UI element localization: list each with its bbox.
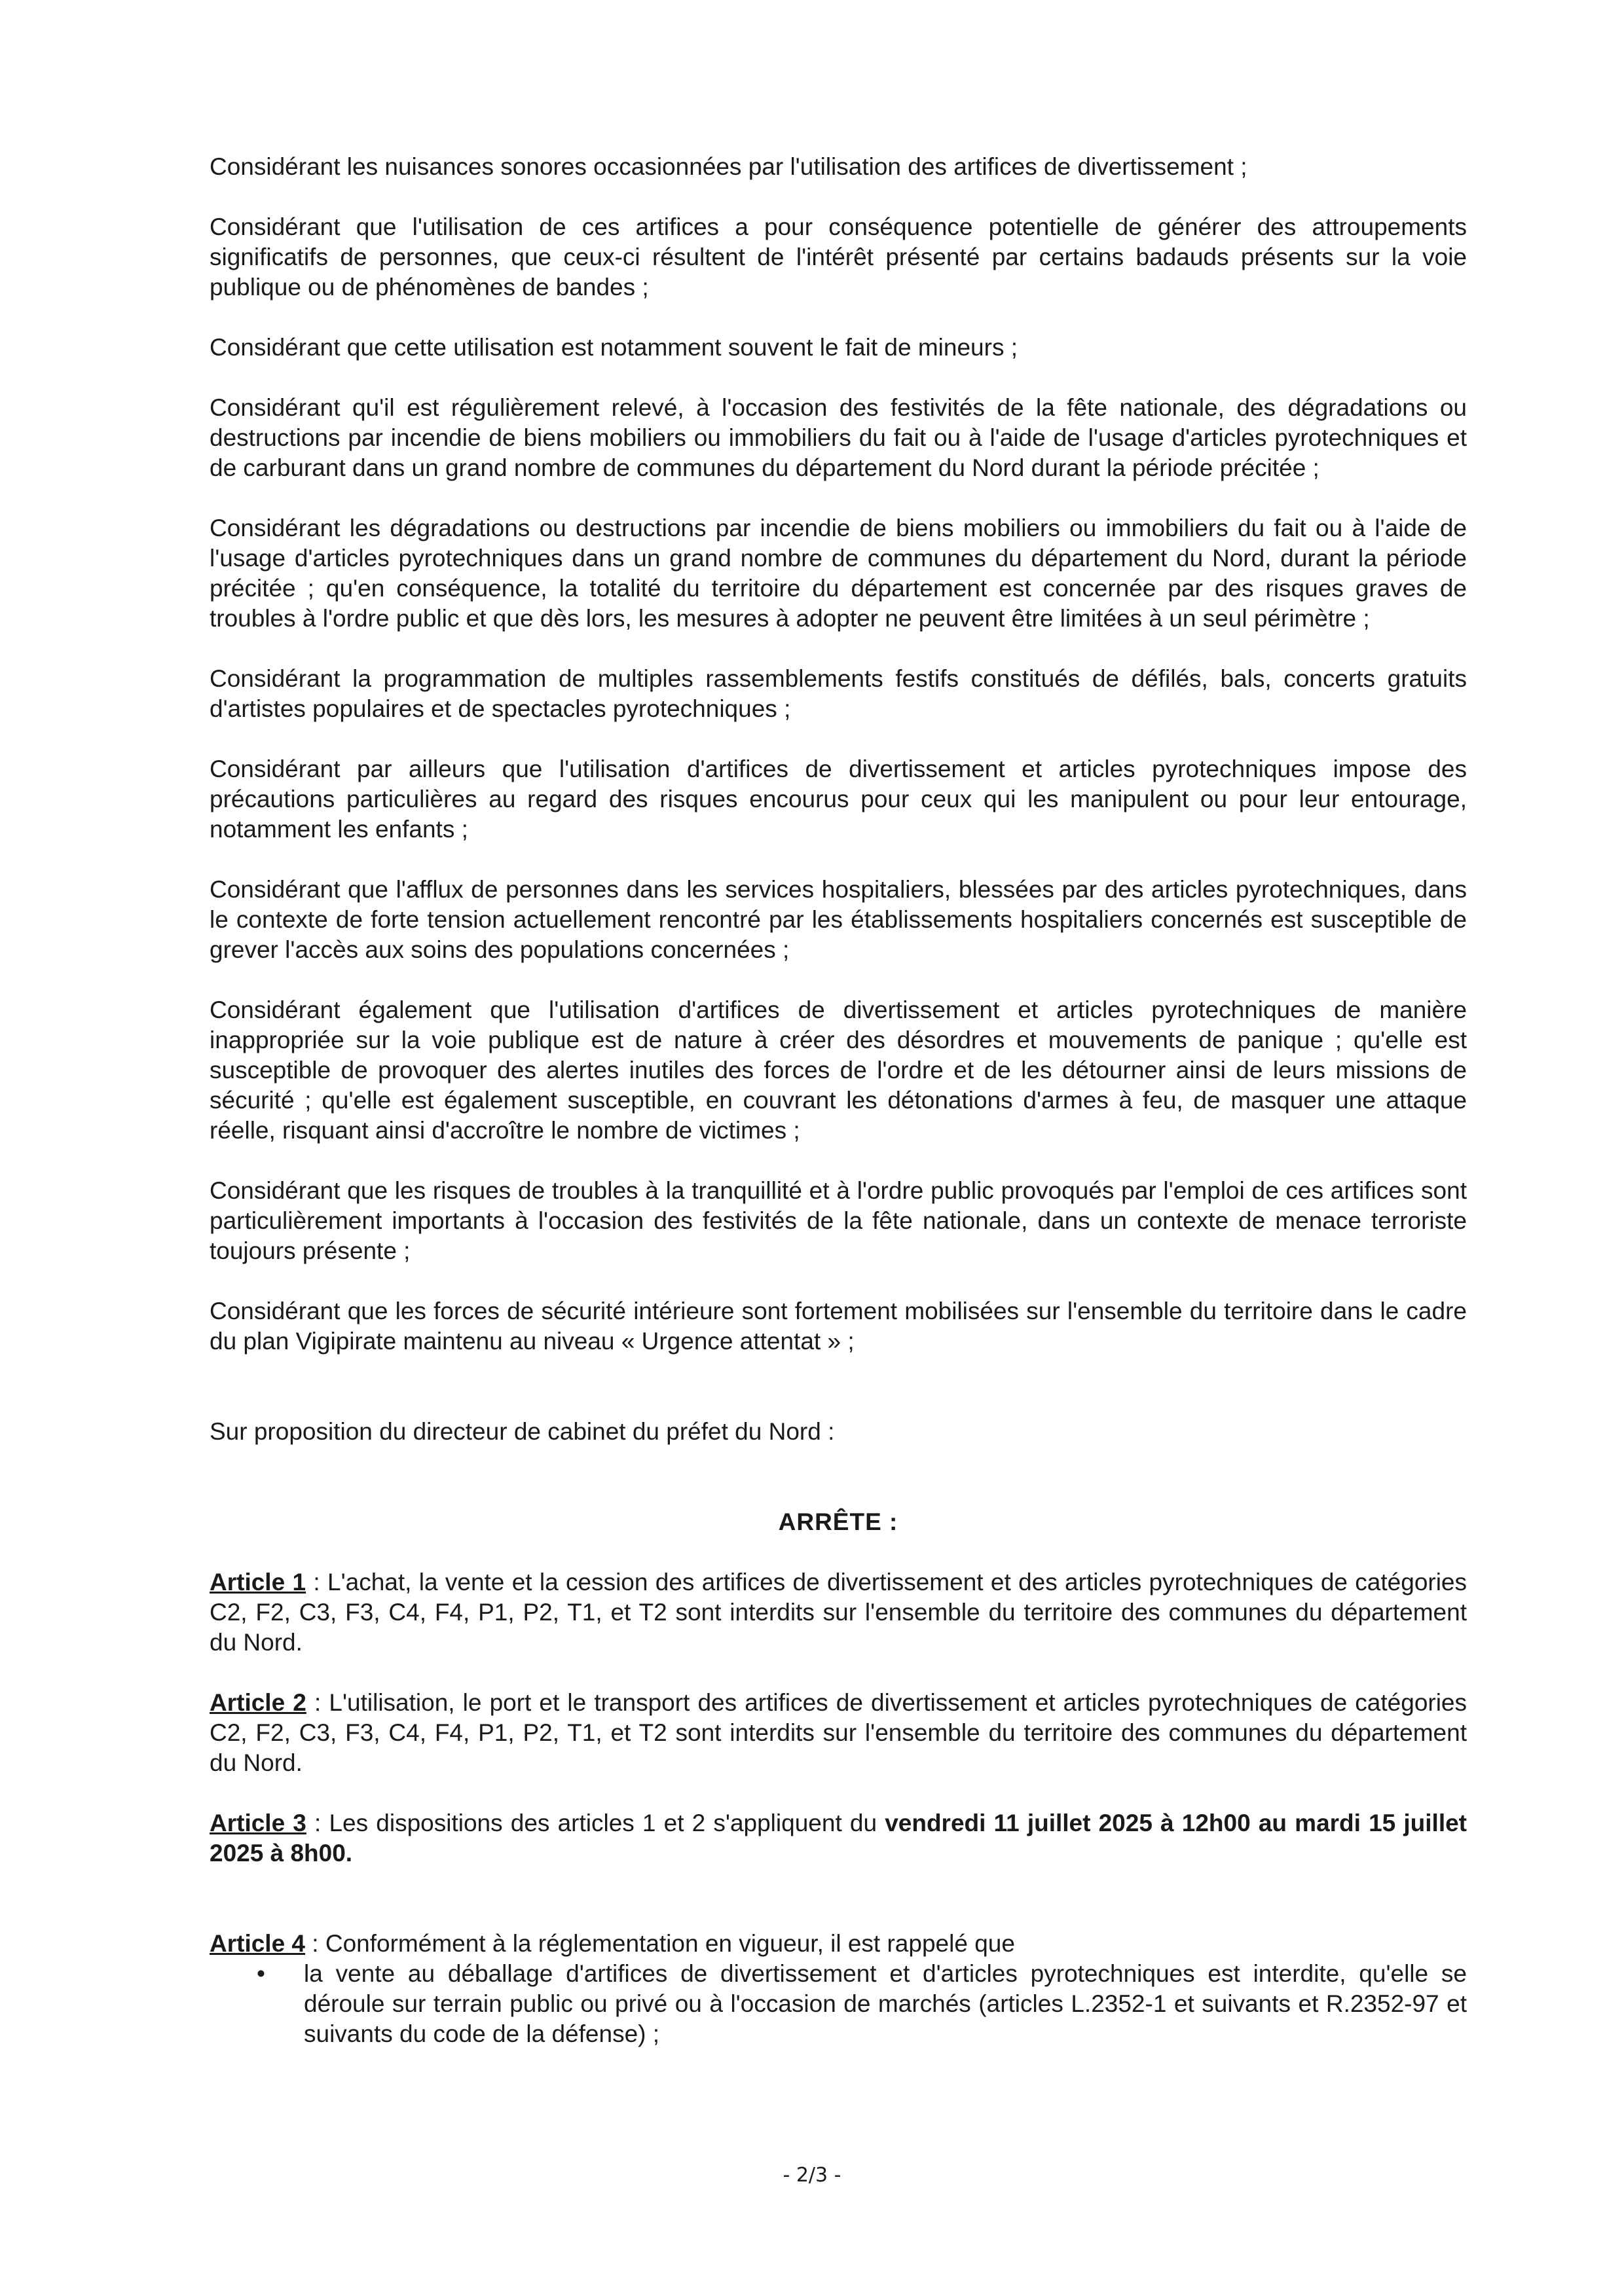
page-number: - 2/3 - bbox=[783, 2164, 841, 2187]
arrete-title: ARRÊTE : bbox=[778, 1508, 898, 1535]
document-body bbox=[210, 152, 1467, 2049]
article-4 bbox=[210, 1929, 1467, 2049]
article-3-dates: vendredi 11 juillet 2025 à 12h00 au mardi 15 juillet 2025 à 8h00. bbox=[210, 1810, 1467, 1867]
bullet-icon: • bbox=[257, 1960, 265, 1987]
article-1 bbox=[210, 1567, 1467, 1658]
article-2 bbox=[210, 1688, 1467, 1778]
article-separator: : bbox=[306, 1689, 329, 1716]
article-separator: : bbox=[306, 1810, 329, 1836]
considerant-paragraph: Considérant que cette utilisation est notamment souvent le fait de mineurs ; bbox=[210, 334, 1018, 361]
article-separator: : bbox=[306, 1569, 327, 1595]
article-4-label: Article 4 bbox=[210, 1930, 306, 1957]
considerant-paragraph: Considérant que l'afflux de personnes dans les services hospitaliers, blessées par des articles pyrotechniques, dans le contexte de forte tension actuellement rencontré par les établissements hospitaliers concernés est susceptible de grever l'accès aux soins des populations concernées ; bbox=[210, 876, 1467, 963]
article-2-text: L'utilisation, le port et le transport des artifices de divertissement et articles pyrotechniques de catégories C2, F2, C3, F3, C4, F4, P1, P2, T1, et T2 sont interdits sur l'ensemble du territoire des communes du département du Nord. bbox=[210, 1689, 1467, 1776]
article-4-bullet-list bbox=[210, 1959, 1467, 2049]
considerant-paragraph: Considérant qu'il est régulièrement relevé, à l'occasion des festivités de la fête nationale, des dégradations ou destructions par incendie de biens mobiliers ou immobiliers du fait ou à l'aide de l'usage d'articles pyrotechniques et de carburant dans un grand nombre de communes du département du Nord durant la période précitée ; bbox=[210, 394, 1467, 481]
considerant-paragraph: Considérant que l'utilisation de ces artifices a pour conséquence potentielle de générer des attroupements significatifs de personnes, que ceux-ci résultent de l'intérêt présenté par certains badauds présents sur la voie publique ou de phénomènes de bandes ; bbox=[210, 213, 1467, 301]
proposition-paragraph: Sur proposition du directeur de cabinet du préfet du Nord : bbox=[210, 1418, 835, 1445]
article-2-label: Article 2 bbox=[210, 1689, 306, 1716]
article-3-text: Les dispositions des articles 1 et 2 s'appliquent du bbox=[329, 1810, 885, 1836]
considerant-paragraph: Considérant que les risques de troubles à la tranquillité et à l'ordre public provoqués par l'emploi de ces artifices sont particulièrement importants à l'occasion des festivités de la fête nationale, dans un contexte de menace terroriste toujours présente ; bbox=[210, 1177, 1467, 1264]
article-3 bbox=[210, 1808, 1467, 1868]
article-4-text: Conformément à la réglementation en vigueur, il est rappelé que bbox=[325, 1930, 1015, 1957]
considerant-paragraph: Considérant que les forces de sécurité intérieure sont fortement mobilisées sur l'ensemble du territoire dans le cadre du plan Vigipirate maintenu au niveau « Urgence attentat » ; bbox=[210, 1298, 1467, 1355]
considerant-paragraph: Considérant la programmation de multiples rassemblements festifs constitués de défilés, bals, concerts gratuits d'artistes populaires et de spectacles pyrotechniques ; bbox=[210, 665, 1467, 722]
list-item-text: la vente au déballage d'artifices de divertissement et d'articles pyrotechniques est interdite, qu'elle se déroule sur terrain public ou privé ou à l'occasion de marchés (articles L.2352-1 et suivants et R.2352-97 et suivants du code de la défense) ; bbox=[304, 1960, 1467, 2047]
list-item bbox=[210, 1959, 1467, 2049]
article-1-text: L'achat, la vente et la cession des artifices de divertissement et des articles pyrotechniques de catégories C2, F2, C3, F3, C4, F4, P1, P2, T1, et T2 sont interdits sur l'ensemble du territoire des communes du département du Nord. bbox=[210, 1569, 1467, 1656]
article-separator: : bbox=[305, 1930, 325, 1957]
article-3-label: Article 3 bbox=[210, 1810, 306, 1836]
considerant-paragraph: Considérant les nuisances sonores occasionnées par l'utilisation des artifices de divertissement ; bbox=[210, 153, 1247, 180]
considerant-paragraph: Considérant les dégradations ou destructions par incendie de biens mobiliers ou immobiliers du fait ou à l'aide de l'usage d'articles pyrotechniques dans un grand nombre de communes du département du Nord, durant la période précitée ; qu'en conséquence, la totalité du territoire du département est concernée par des risques graves de troubles à l'ordre public et que dès lors, les mesures à adopter ne peuvent être limitées à un seul périmètre ; bbox=[210, 515, 1467, 632]
article-4-intro bbox=[210, 1929, 1467, 1959]
considerant-paragraph: Considérant également que l'utilisation d'artifices de divertissement et articles pyrotechniques de manière inappropriée sur la voie publique est de nature à créer des désordres et mouvements de panique ; qu'elle est susceptible de provoquer des alertes inutiles des forces de l'ordre et de les détourner ainsi de leurs missions de sécurité ; qu'elle est également susceptible, en couvrant les détonations d'armes à feu, de masquer une attaque réelle, risquant ainsi d'accroître le nombre de victimes ; bbox=[210, 996, 1467, 1144]
considerant-paragraph: Considérant par ailleurs que l'utilisation d'artifices de divertissement et articles pyrotechniques impose des précautions particulières au regard des risques encourus pour ceux qui les manipulent ou pour leur entourage, notamment les enfants ; bbox=[210, 756, 1467, 843]
article-1-label: Article 1 bbox=[210, 1569, 306, 1595]
